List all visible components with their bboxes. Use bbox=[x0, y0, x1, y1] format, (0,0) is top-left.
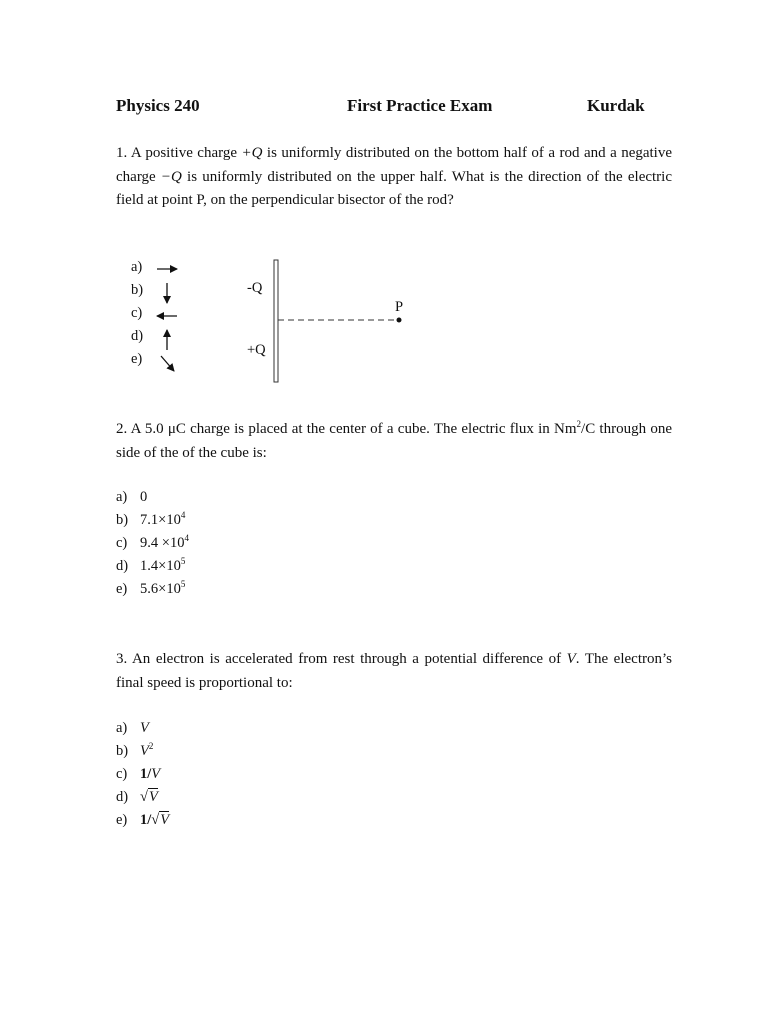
q3-option-label: a) bbox=[116, 720, 128, 736]
q1-text-part-b: is uniformly distributed on the bottom half of a rod and a negative charge bbox=[116, 145, 673, 185]
q2-option-times: × bbox=[158, 581, 167, 597]
positive-charge-label: +Q bbox=[247, 342, 266, 358]
q3-option-variable: V bbox=[151, 766, 161, 782]
q2-option-exponent: 5 bbox=[180, 556, 186, 567]
q2-option-mantissa: 1.4 bbox=[140, 558, 159, 574]
q3-option-variable: V bbox=[148, 789, 158, 805]
q2-option-times: × bbox=[158, 512, 167, 528]
q2-option-label: b) bbox=[116, 512, 129, 528]
q3-text-part-a: 3. An electron is accelerated from rest through a potential difference of bbox=[116, 651, 567, 667]
negative-charge-label: -Q bbox=[247, 280, 263, 296]
q3-option-prefix: 1/ bbox=[140, 766, 152, 782]
q2-option-base: 10 bbox=[166, 581, 181, 597]
q2-option-base: 10 bbox=[166, 558, 181, 574]
q2-option-e bbox=[116, 578, 185, 601]
q3-option-label: d) bbox=[116, 789, 129, 805]
q1-option-c-label: c) bbox=[131, 305, 143, 321]
instructor-name: Kurdak bbox=[587, 96, 645, 115]
q2-option-times: × bbox=[158, 535, 170, 551]
q2-option-exponent: 5 bbox=[180, 579, 186, 590]
q3-option-exponent: 2 bbox=[148, 741, 154, 752]
q2-units-superscript: 2 bbox=[576, 419, 582, 429]
q3-variable: V bbox=[566, 651, 576, 667]
q2-option-d bbox=[116, 555, 185, 578]
q1-option-d-label: d) bbox=[131, 328, 144, 344]
q2-option-label: a) bbox=[116, 489, 128, 505]
q1-option-e-label: e) bbox=[131, 351, 143, 367]
q3-option-variable: V bbox=[140, 720, 149, 736]
square-root-icon: √V bbox=[151, 812, 170, 828]
course-title: Physics 240 bbox=[116, 96, 200, 115]
q1-option-a-label: a) bbox=[131, 259, 143, 275]
down-right-arrow-icon bbox=[161, 356, 174, 371]
q2-option-exponent: 4 bbox=[184, 533, 189, 544]
q2-option-c bbox=[116, 532, 189, 555]
question-2-text bbox=[116, 418, 672, 465]
q2-option-mantissa: 5.6 bbox=[140, 581, 159, 597]
q3-option-d bbox=[116, 786, 158, 809]
square-root-icon: √V bbox=[140, 789, 158, 805]
q3-option-e bbox=[116, 809, 169, 832]
point-p-label: P bbox=[395, 299, 404, 315]
point-p-dot bbox=[397, 318, 402, 323]
q2-text-part-a: 2. A 5.0 μC charge is placed at the center of a cube. The electric flux in Nm bbox=[116, 421, 577, 437]
q3-option-b bbox=[116, 740, 153, 763]
q1-positive-charge: +Q bbox=[241, 145, 263, 161]
q2-option-mantissa: 7.1 bbox=[140, 512, 159, 528]
q2-option-b bbox=[116, 509, 185, 532]
q2-option-base: 10 bbox=[169, 535, 185, 551]
q2-option-value: 0 bbox=[140, 489, 148, 505]
q2-option-base: 10 bbox=[166, 512, 181, 528]
q3-option-label: c) bbox=[116, 766, 128, 782]
q3-option-a bbox=[116, 717, 149, 740]
exam-title: First Practice Exam bbox=[347, 96, 493, 115]
q2-option-times: × bbox=[158, 558, 167, 574]
q2-option-label: c) bbox=[116, 535, 128, 551]
q3-option-c bbox=[116, 763, 160, 786]
q3-text-part-b: . The electron’s final speed is proportional to: bbox=[116, 651, 672, 691]
q1-text-part-a: 1. A positive charge bbox=[116, 145, 242, 161]
q3-option-variable: V bbox=[160, 812, 170, 828]
q2-option-exponent: 4 bbox=[180, 510, 186, 521]
q3-option-variable: V bbox=[140, 743, 149, 759]
q1-negative-charge: −Q bbox=[160, 168, 182, 185]
q1-text-part-c: is uniformly distributed on the upper half. What is the direction of the electric field at point P, on the perpendicular bisector of the rod? bbox=[116, 168, 672, 208]
q1-option-b-label: b) bbox=[131, 282, 144, 298]
q2-option-mantissa: 9.4 bbox=[140, 535, 159, 551]
q2-option-a bbox=[116, 486, 147, 509]
q3-option-label: e) bbox=[116, 812, 128, 828]
q2-option-label: e) bbox=[116, 581, 128, 597]
q3-option-prefix: 1/ bbox=[140, 812, 152, 828]
question-3-text bbox=[116, 648, 672, 695]
charged-rod bbox=[274, 260, 278, 382]
q2-text-part-b: /C through one side of the of the cube is: bbox=[116, 421, 672, 461]
q2-option-label: d) bbox=[116, 558, 129, 574]
q3-option-label: b) bbox=[116, 743, 129, 759]
